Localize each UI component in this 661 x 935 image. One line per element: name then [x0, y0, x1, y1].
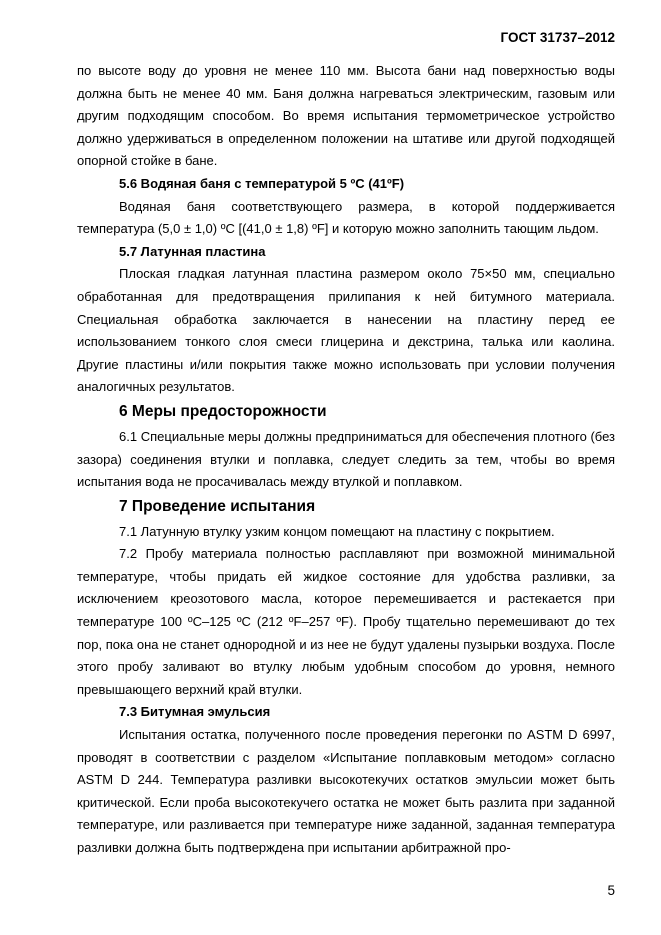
paragraph-7-2: 7.2 Пробу материала полностью расплавляют при возможной минимальной температуре, чтобы придать ей жидкое состояние для удобства разливки, за исключением креозотового масла, которое перемешивается и растекается при температуре 100 ºС–125 ºС (212 ºF–257 ºF). Пробу тщательно перемешивают до тех пор, пока она не станет однородной и из нее не будут удалены пузырьки воздуха. После этого пробу заливают во втулку любым удобным способом до уровня, немного превышающего верхний край втулки. [77, 546, 615, 697]
paragraph-5-7: Плоская гладкая латунная пластина размером около 75×50 мм, специально обработанная для предотвращения прилипания к ней битумного материала. Специальная обработка заключается в нанесении на пластину перед ее использованием тонкого слоя смеси глицерина и декстрина, талька или каолина. Другие пластины и/или покрытия также можно использовать при условии получения аналогичных результатов. [77, 266, 615, 395]
section-heading-7-3: 7.3 Битумная эмульсия [119, 704, 271, 720]
paragraph-6-1: 6.1 Специальные меры должны предприниматься для обеспечения плотного (без зазора) соединения втулки и поплавка, следует следить за тем, чтобы во время испытания вода не просачивалась между втулкой и поплавком. [77, 428, 615, 490]
paragraph-5-6: Водяная баня соответствующего размера, в которой поддерживается температура (5,0 ± 1,0) ºС [(41,0 ± 1,8) ºF] и которую можно заполнить тающим льдом. [77, 198, 615, 237]
page-body [77, 60, 615, 860]
paragraph-continuation: по высоте воду до уровня не менее 110 мм. Высота бани над поверхностью воды должна быть не менее 40 мм. Баня должна нагреваться электрическим, газовым или другим подходящим способом. Во время испытания термометрическое устройство должно удерживаться в определенном положении на штативе или другой подходящей опорной стойке в бане. [77, 63, 615, 169]
section-heading-5-6: 5.6 Водяная баня с температурой 5 ºС (41ºF) [119, 175, 405, 191]
paragraph-7-1: 7.1 Латунную втулку узким концом помещают на пластину с покрытием. [119, 523, 555, 539]
section-heading-6: 6 Меры предосторожности [119, 402, 327, 420]
document-header: ГОСТ 31737–2012 [500, 30, 615, 45]
section-heading-7: 7 Проведение испытания [119, 497, 316, 515]
paragraph-7-3: Испытания остатка, полученного после проведения перегонки по ASTM D 6997, проводят в соответствии с разделом «Испытание поплавковым методом» согласно ASTM D 244. Температура разливки высокотекучих остатков эмульсии может быть критической. Если проба высокотекучего остатка не может быть разлита при заданной температуре, или разливается при температуре ниже заданной, заданная температура разливки должна быть подтверждена при испытании арбитражной про- [77, 727, 615, 855]
page-number: 5 [607, 883, 615, 898]
section-heading-5-7: 5.7 Латунная пластина [119, 243, 266, 259]
